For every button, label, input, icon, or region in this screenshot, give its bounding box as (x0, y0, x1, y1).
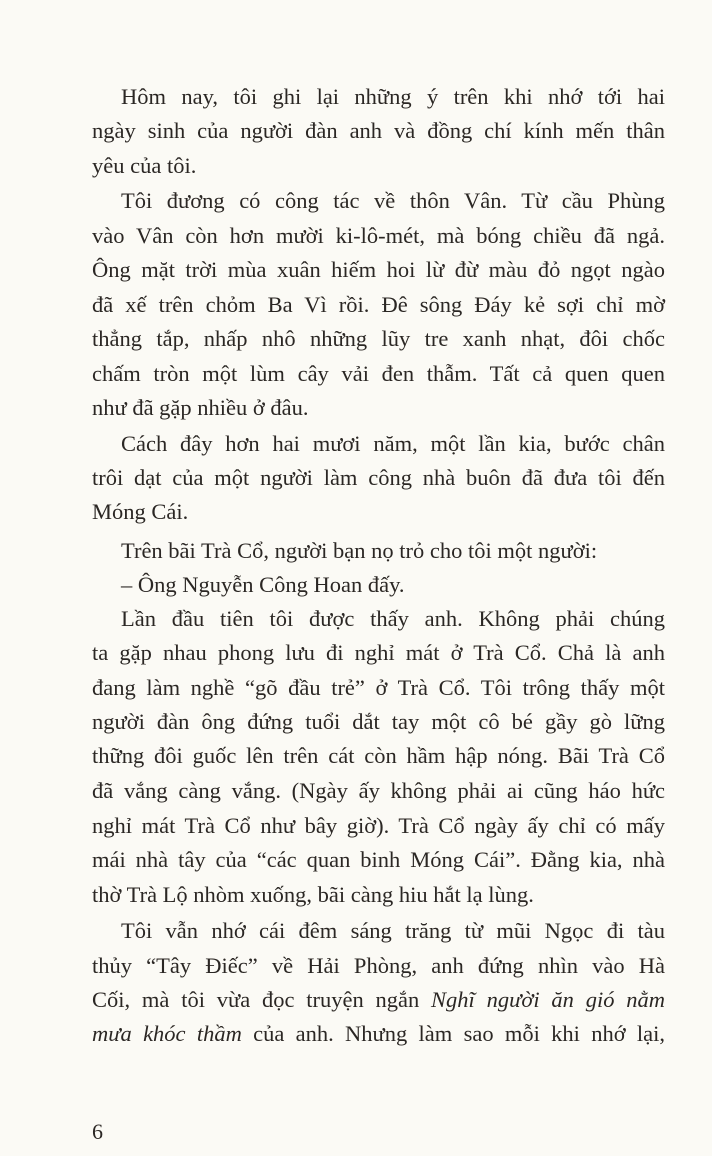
line-text: Tôi đương có công tác về thôn Vân. Từ cầu Phùng (121, 188, 665, 213)
page-number: 6 (92, 1119, 103, 1144)
line-text: đã vắng càng vắng. (Ngày ấy không phải ai cũng háo hức (92, 778, 665, 803)
line-text: Móng Cái. (92, 499, 189, 524)
text-line (92, 741, 665, 771)
text-line (92, 673, 665, 703)
text-line (121, 186, 665, 216)
text-line (92, 638, 665, 668)
text-line (92, 393, 665, 423)
text-line (92, 845, 665, 875)
line-text: thờ Trà Lộ nhòm xuống, bãi càng hiu hắt lạ lùng. (92, 882, 534, 907)
line-text: Hôm nay, tôi ghi lại những ý trên khi nhớ tới hai (121, 84, 665, 109)
text-line (92, 359, 665, 389)
line-text: Lần đầu tiên tôi được thấy anh. Không phải chúng (121, 606, 665, 631)
line-text: ngày sinh của người đàn anh và đồng chí kính mến thân (92, 118, 665, 143)
text-line (92, 985, 665, 1015)
line-text: vào Vân còn hơn mười ki-lô-mét, mà bóng chiều đã ngả. (92, 223, 665, 248)
line-text: Cách đây hơn hai mươi năm, một lần kia, bước chân (121, 431, 665, 456)
text-line (92, 1019, 665, 1049)
text-line (121, 429, 665, 459)
line-text: mái nhà tây của “các quan binh Móng Cái”. Đằng kia, nhà (92, 847, 665, 872)
line-text: Trên bãi Trà Cổ, người bạn nọ trỏ cho tôi một người: (121, 538, 598, 563)
line-text: như đã gặp nhiều ở đâu. (92, 395, 309, 420)
line-text: nghỉ mát Trà Cổ như bây giờ). Trà Cổ ngày ấy chỉ có mấy (92, 813, 665, 838)
line-text: đang làm nghề “gõ đầu trẻ” ở Trà Cổ. Tôi trông thấy một (92, 675, 665, 700)
text-line (92, 116, 665, 146)
line-text: đã xế trên chỏm Ba Vì rồi. Đê sông Đáy kẻ sợi chỉ mờ (92, 292, 665, 317)
text-line (92, 951, 665, 981)
text-line (92, 880, 665, 910)
line-text: người đàn ông đứng tuổi dắt tay một cô bé gầy gò lững (92, 709, 665, 734)
line-text: trôi dạt của một người làm công nhà buôn đã đưa tôi đến (92, 465, 665, 490)
text-line (121, 536, 665, 566)
text-line (92, 324, 665, 354)
text-line (121, 916, 665, 946)
text-line (92, 707, 665, 737)
line-text: Cối, mà tôi vừa đọc truyện ngắn (92, 987, 432, 1012)
text-line (92, 255, 665, 285)
line-text: chấm tròn một lùm cây vải đen thẫm. Tất cả quen quen (92, 361, 665, 386)
line-text: thững đôi guốc lên trên cát còn hầm hập nóng. Bãi Trà Cổ (92, 743, 665, 768)
text-line (121, 570, 665, 600)
text-line (92, 290, 665, 320)
line-text: thủy “Tây Điếc” về Hải Phòng, anh đứng nhìn vào Hà (92, 953, 665, 978)
text-line (121, 82, 665, 112)
text-line (92, 151, 665, 181)
line-text: Tôi vẫn nhớ cái đêm sáng trăng từ mũi Ngọc đi tàu (121, 918, 665, 943)
text-line (92, 776, 665, 806)
text-line (121, 604, 665, 634)
italic-title-text: Nghĩ người ăn gió nằm (431, 987, 665, 1012)
text-line (92, 811, 665, 841)
text-line (92, 463, 665, 493)
line-text: Ông mặt trời mùa xuân hiếm hoi lừ đừ màu đỏ ngọt ngào (92, 257, 665, 282)
italic-title-text: mưa khóc thầm (92, 1021, 242, 1046)
line-text: – Ông Nguyễn Công Hoan đấy. (121, 572, 405, 597)
text-line (92, 221, 665, 251)
line-text: thẳng tắp, nhấp nhô những lũy tre xanh nhạt, đôi chốc (92, 326, 665, 351)
line-text: yêu của tôi. (92, 153, 197, 178)
line-text: ta gặp nhau phong lưu đi nghỉ mát ở Trà Cổ. Chả là anh (92, 640, 665, 665)
line-text: của anh. Nhưng làm sao mỗi khi nhớ lại, (241, 1021, 666, 1046)
text-line (92, 497, 665, 527)
